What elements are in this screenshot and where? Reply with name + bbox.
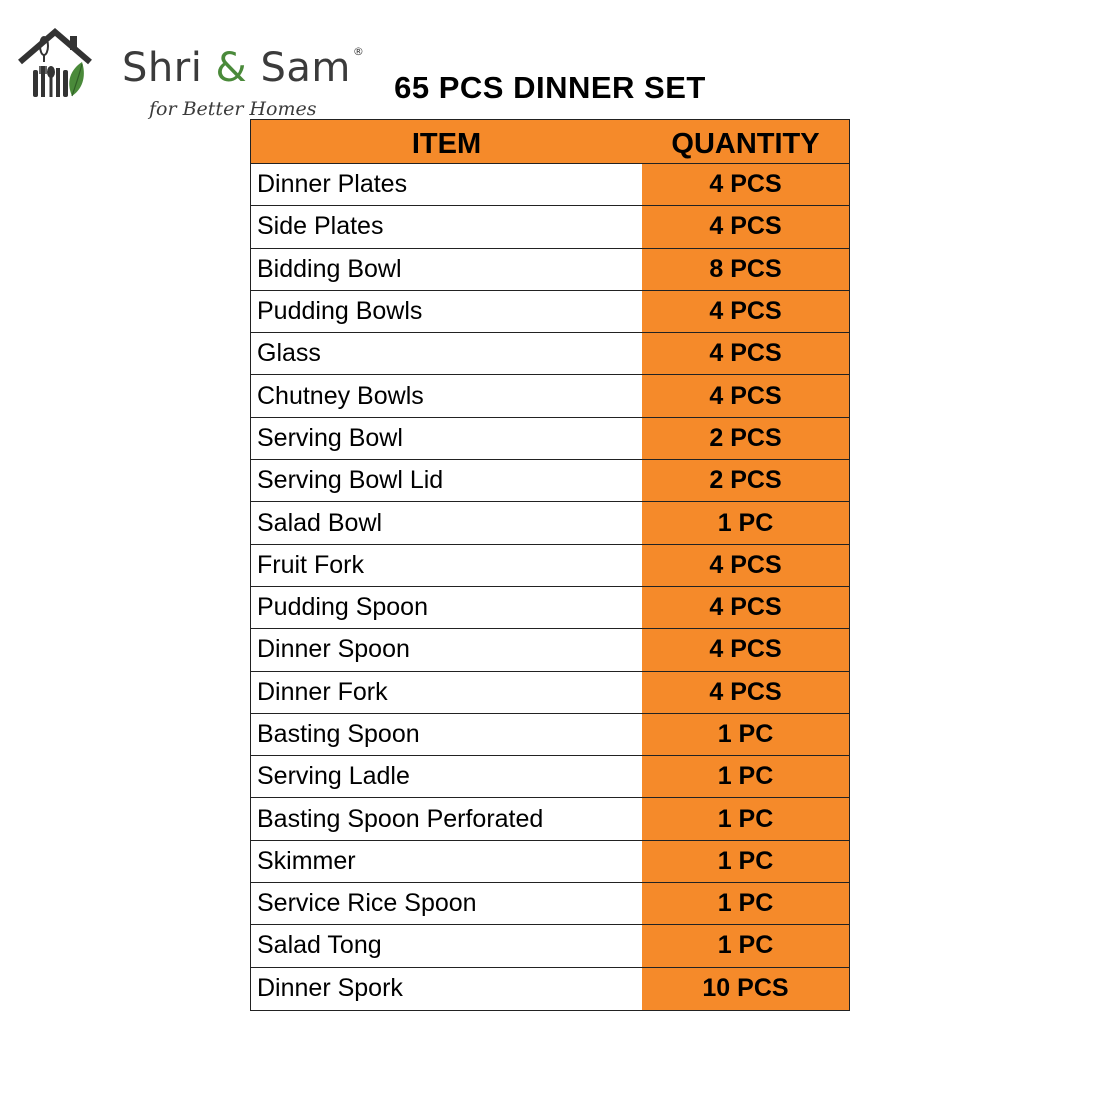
- brand-ampersand: &: [215, 45, 248, 91]
- item-quantity: 4 PCS: [642, 206, 849, 247]
- table-row: [251, 502, 849, 544]
- item-name: Salad Tong: [251, 925, 642, 966]
- item-quantity: 1 PC: [642, 925, 849, 966]
- item-name: Serving Bowl Lid: [251, 460, 642, 501]
- header-item: ITEM: [411, 128, 482, 160]
- table-row: [251, 375, 849, 417]
- items-table: [250, 119, 850, 1011]
- item-quantity: 10 PCS: [642, 968, 849, 1010]
- item-name: Serving Ladle: [251, 756, 642, 797]
- item-quantity: 1 PC: [642, 841, 849, 882]
- item-quantity: 2 PCS: [642, 460, 849, 501]
- table-row: [251, 672, 849, 714]
- item-name: Basting Spoon: [251, 714, 642, 755]
- item-name: Side Plates: [251, 206, 642, 247]
- item-name: Service Rice Spoon: [251, 883, 642, 924]
- item-name: Glass: [251, 333, 642, 374]
- item-name: Pudding Bowls: [251, 291, 642, 332]
- registered-mark: ®: [352, 45, 365, 58]
- item-name: Pudding Spoon: [251, 587, 642, 628]
- item-name: Skimmer: [251, 841, 642, 882]
- brand-name-part2: Sam: [260, 45, 351, 91]
- brand-name-part1: Shri: [122, 45, 203, 91]
- table-row: [251, 798, 849, 840]
- item-quantity: 1 PC: [642, 798, 849, 839]
- item-quantity: 1 PC: [642, 756, 849, 797]
- item-quantity: 4 PCS: [642, 672, 849, 713]
- table-row: [251, 460, 849, 502]
- table-header: [251, 120, 849, 164]
- brand-tagline: for Better Homes: [149, 98, 317, 120]
- item-name: Dinner Plates: [251, 164, 642, 205]
- table-row: [251, 206, 849, 248]
- item-quantity: 2 PCS: [642, 418, 849, 459]
- table-row: [251, 925, 849, 967]
- item-quantity: 1 PC: [642, 883, 849, 924]
- item-name: Chutney Bowls: [251, 375, 642, 416]
- table-row: [251, 756, 849, 798]
- table-row: [251, 164, 849, 206]
- page-title: 65 PCS DINNER SET: [394, 70, 706, 105]
- item-quantity: 8 PCS: [642, 249, 849, 290]
- item-name: Dinner Spork: [251, 968, 642, 1010]
- item-quantity: 4 PCS: [642, 291, 849, 332]
- table-row: [251, 418, 849, 460]
- item-quantity: 4 PCS: [642, 587, 849, 628]
- header-quantity: QUANTITY: [671, 128, 820, 160]
- table-row: [251, 883, 849, 925]
- item-name: Dinner Spoon: [251, 629, 642, 670]
- item-quantity: 4 PCS: [642, 333, 849, 374]
- item-name: Bidding Bowl: [251, 249, 642, 290]
- item-quantity: 1 PC: [642, 502, 849, 543]
- table-body: [251, 164, 849, 1010]
- table-row: [251, 291, 849, 333]
- table-row: [251, 587, 849, 629]
- item-name: Fruit Fork: [251, 545, 642, 586]
- table-row: [251, 714, 849, 756]
- item-name: Salad Bowl: [251, 502, 642, 543]
- table-row: [251, 841, 849, 883]
- item-quantity: 4 PCS: [642, 375, 849, 416]
- table-row: [251, 333, 849, 375]
- item-name: Basting Spoon Perforated: [251, 798, 642, 839]
- table-row: [251, 968, 849, 1010]
- item-quantity: 4 PCS: [642, 629, 849, 670]
- item-quantity: 4 PCS: [642, 545, 849, 586]
- item-quantity: 1 PC: [642, 714, 849, 755]
- item-name: Dinner Fork: [251, 672, 642, 713]
- table-row: [251, 249, 849, 291]
- item-quantity: 4 PCS: [642, 164, 849, 205]
- table-row: [251, 629, 849, 671]
- table-row: [251, 545, 849, 587]
- item-name: Serving Bowl: [251, 418, 642, 459]
